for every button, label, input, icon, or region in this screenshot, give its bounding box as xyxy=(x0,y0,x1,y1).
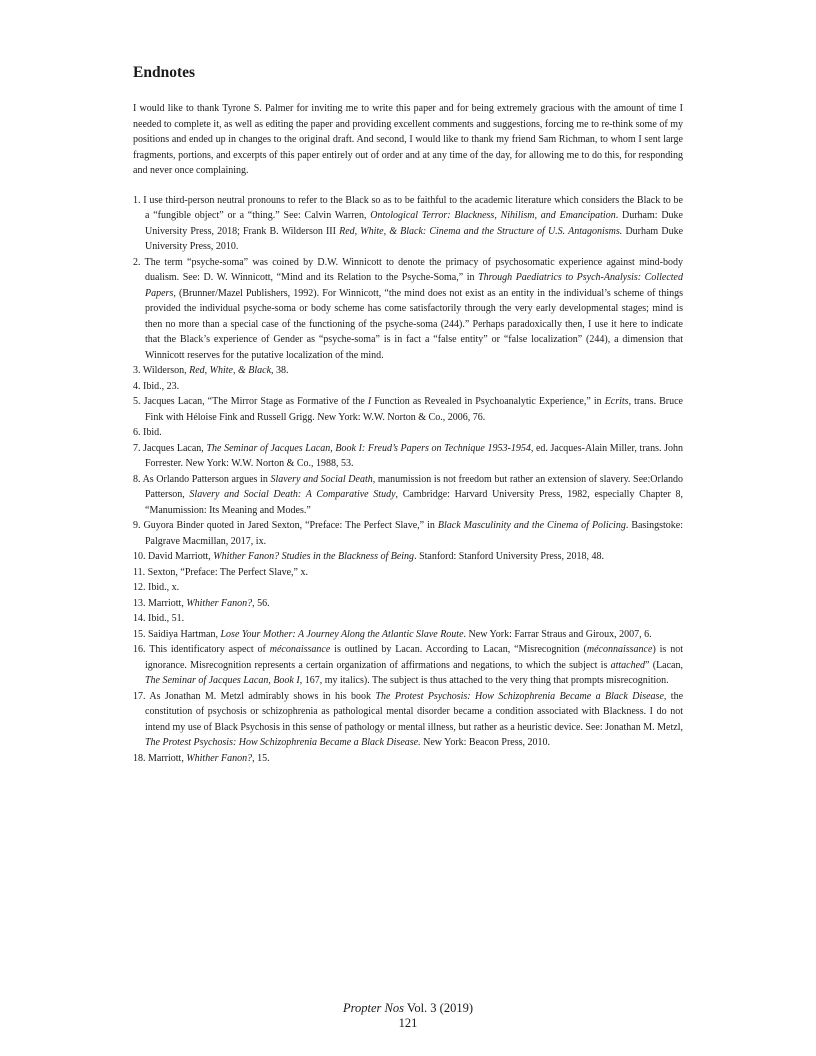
endnote-text: As Orlando Patterson argues in xyxy=(142,473,271,485)
endnote-text: , 15. xyxy=(252,752,270,764)
endnote-text: the constitution of psychosis or schizophrenia as pathological mental disorder became a condition associated with Blackness. I do not intend my use of Black Psychosis in this sense of pathology or mental illness, but rather as a heuristic device. See: Jonathan M. Metzl, xyxy=(145,690,684,733)
endnote-text: Jacques Lacan, xyxy=(143,442,207,454)
endnote-title-italic: Slavery and Social Death xyxy=(270,473,373,485)
endnote-title-italic: The Protest Psychosis: How Schizophrenia Became a Black Disease. xyxy=(145,737,421,748)
endnote-item xyxy=(133,425,683,441)
endnote-number: 10. xyxy=(133,551,148,562)
endnote-title-italic: The Seminar of Jacques Lacan, Book I xyxy=(145,675,300,686)
endnote-title-italic: Whither Fanon? Studies in the Blackness of Being xyxy=(213,551,415,562)
endnote-item xyxy=(133,193,683,255)
endnote-number: 15. xyxy=(133,628,148,640)
endnote-text: As Jonathan M. Metzl admirably shows in his book xyxy=(149,690,376,702)
endnotes-list xyxy=(133,193,683,767)
journal-volume: Vol. 3 (2019) xyxy=(406,1001,473,1015)
endnote-item xyxy=(133,580,683,596)
endnote-item xyxy=(133,255,683,364)
endnote-number: 11. xyxy=(133,566,148,578)
endnote-item xyxy=(133,642,683,689)
endnote-text: Ibid., 23. xyxy=(143,380,180,392)
endnote-text: , Cambridge: Harvard University Press, 1982, especially Chapter 8, “Manumission: Its Meaning and Modes.” xyxy=(145,489,684,516)
endnote-title-italic: I xyxy=(367,396,372,407)
endnote-text: Guyora Binder quoted in Jared Sexton, “Preface: The Perfect Slave,” in xyxy=(143,520,438,531)
endnote-item xyxy=(133,565,683,581)
endnote-text: New York: Beacon Press, 2010. xyxy=(420,737,551,748)
endnote-number: 16. xyxy=(133,644,150,655)
endnote-number: 1. xyxy=(133,194,144,206)
endnote-text: Ibid., 51. xyxy=(148,613,185,624)
endnote-number: 8. xyxy=(133,473,143,485)
endnote-number: 17. xyxy=(133,690,150,702)
endnote-text: . New York: Farrar Straus and Giroux, 2007, 6. xyxy=(463,628,652,640)
endnote-title-italic: méconaissance xyxy=(269,644,331,655)
endnote-item xyxy=(133,472,683,519)
endnote-text: is outlined by Lacan. According to Lacan, “Misrecognition ( xyxy=(330,644,587,655)
endnote-text: Wilderson, xyxy=(142,365,190,376)
endnote-text: Sexton, “Preface: The Perfect Slave,” x. xyxy=(147,566,308,578)
endnote-text: David Marriott, xyxy=(148,551,214,562)
endnote-text: , 56. xyxy=(252,597,270,609)
endnote-title-italic: attached xyxy=(610,659,646,671)
endnote-text: Function as Revealed in Psychoanalytic Experience,” in xyxy=(371,396,605,407)
endnote-title-italic: Red, White, & Black: Cinema and the Structure of U.S. Antagonisms. xyxy=(339,225,623,237)
endnote-number: 2. xyxy=(133,256,145,268)
endnote-item xyxy=(133,363,683,379)
endnotes-page xyxy=(133,64,683,766)
endnote-text: The term “psyche-soma” was coined by D.W. Winnicott to denote the primacy of psychosomatic experience against mind-body dualism. See: D. W. Winnicott, “Mind and its Relation to the Psyche-Soma,” in xyxy=(144,256,683,283)
endnote-text: . Durham: Duke University Press, 2018; Frank B. Wilderson III xyxy=(145,210,683,237)
journal-name: Propter Nos xyxy=(343,1001,404,1015)
endnote-item xyxy=(133,751,683,767)
endnote-item xyxy=(133,611,683,627)
endnote-item xyxy=(133,379,683,395)
endnote-number: 6. xyxy=(133,427,143,438)
endnote-text: This identificatory aspect of xyxy=(149,644,270,655)
endnote-text: Marriott, xyxy=(148,752,187,764)
endnote-text: I use third-person neutral pronouns to refer to the Black so as to be faithful to the academic literature which considers the Black to be a “fungible object” or a “thing.” See: Calvin Warren, xyxy=(143,194,683,221)
endnote-item xyxy=(133,689,683,751)
endnote-title-italic: Red, White, & Black xyxy=(189,365,272,376)
endnote-item xyxy=(133,627,683,643)
endnote-number: 4. xyxy=(133,380,143,392)
endnote-text: ) is not ignorance. Misrecognition represents a certain organization of affirmations and negations, to which the subject is xyxy=(145,644,683,671)
endnote-text: , ed. Jacques-Alain Miller, trans. John Forrester. New York: W.W. Norton & Co., 1988, 53. xyxy=(145,442,684,469)
endnote-text: . Basingstoke: Palgrave Macmillan, 2017, ix. xyxy=(145,520,683,547)
endnote-title-italic: méconnaissance xyxy=(586,644,653,655)
endnote-number: 13. xyxy=(133,597,148,609)
page-number: 121 xyxy=(398,1016,418,1030)
endnote-title-italic: Lose Your Mother: A Journey Along the Atlantic Slave Route xyxy=(220,628,464,640)
endnote-text: Saidiya Hartman, xyxy=(148,628,221,640)
endnote-number: 18. xyxy=(133,752,148,764)
endnote-item xyxy=(133,518,683,549)
endnote-title-italic: Whither Fanon? xyxy=(186,752,253,764)
endnote-number: 14. xyxy=(133,613,148,624)
endnote-number: 12. xyxy=(133,582,148,593)
endnote-text: , manumission is not freedom but rather an extension of slavery. See:Orlando Patterson, xyxy=(145,473,684,500)
endnote-title-italic: Whither Fanon? xyxy=(186,597,253,609)
page-footer xyxy=(0,1001,816,1031)
endnote-text: Ibid. xyxy=(143,427,162,438)
endnote-title-italic: The Protest Psychosis: How Schizophrenia Became a Black Disease, xyxy=(375,690,667,702)
endnote-text: . Stanford: Stanford University Press, 2018, 48. xyxy=(414,551,605,562)
endnote-number: 3. xyxy=(133,365,143,376)
endnote-title-italic: Ontological Terror: Blackness, Nihilism, and Emancipation xyxy=(370,210,616,221)
endnote-item xyxy=(133,441,683,472)
endnote-text: (Brunner/Mazel Publishers, 1992). For Winnicott, “the mind does not exist as an entity in the individual’s scheme of things provided the individual psyche-soma or body scheme has come satisfactorily through the very early developmental stages; mind is then no more than a special case of the functioning of the psyche-soma (244).” Perhaps paradoxically then, I use it here to indicate that the Black’s experience of Gender as “psyche-soma” is in fact a “false entity” or “false localization” (244), a dimension that Winnicott reserves for the putative localization of the mind. xyxy=(145,287,683,361)
endnote-number: 9. xyxy=(133,520,144,531)
endnote-number: 7. xyxy=(133,442,144,454)
endnote-title-italic: The Seminar of Jacques Lacan, Book I: Freud’s Papers on Technique 1953-1954 xyxy=(206,442,531,454)
acknowledgment-paragraph: I would like to thank Tyrone S. Palmer for inviting me to write this paper and for being extremely gracious with the amount of time I needed to complete it, as well as editing the paper and providing excellent comments and suggestions, forcing me to re-think some of my positions and ended up in changes to the original draft. And second, I would like to thank my friend Sam Richman, to whom I sent large fragments, portions, and excerpts of this paper entirely out of order and at any time of the day, for allowing me to do this, for responding and never once complaining. xyxy=(133,103,683,176)
endnotes-heading: Endnotes xyxy=(133,64,196,81)
endnote-item xyxy=(133,394,683,425)
endnote-title-italic: Ecrits xyxy=(604,396,629,407)
endnote-title-italic: Slavery and Social Death: A Comparative Study xyxy=(189,489,396,500)
endnote-text: Jacques Lacan, “The Mirror Stage as Formative of the xyxy=(143,396,368,407)
endnote-title-italic: Through Paediatrics to Psych-Analysis: Collected Papers, xyxy=(145,272,683,299)
endnote-item xyxy=(133,549,683,565)
endnote-text: Durham Duke University Press, 2010. xyxy=(145,225,684,252)
footer-citation xyxy=(0,1001,816,1016)
endnote-text: , trans. Bruce Fink with Héloise Fink and Russell Grigg. New York: W.W. Norton & Co., 2006, 76. xyxy=(145,396,683,423)
endnote-title-italic: Black Masculinity and the Cinema of Policing xyxy=(437,520,626,531)
endnote-item xyxy=(133,596,683,612)
endnote-number: 5. xyxy=(133,396,144,407)
endnote-text: , 167, my italics). The subject is thus attached to the very thing that prompts misrecognition. xyxy=(299,675,669,686)
endnote-text: ” (Lacan, xyxy=(645,659,683,671)
endnote-text: , 38. xyxy=(271,365,289,376)
endnote-text: Marriott, xyxy=(148,597,187,609)
endnote-text: Ibid., x. xyxy=(148,582,180,593)
